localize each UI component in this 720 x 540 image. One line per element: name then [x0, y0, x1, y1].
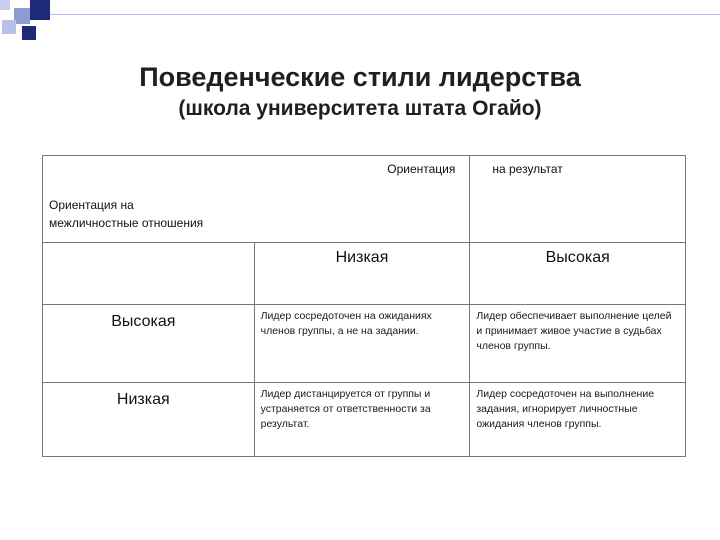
deco-square: [22, 26, 36, 40]
cell-text: Лидер обеспечивает выполнение целей и принимает живое участие в судьбах членов группы.: [476, 310, 672, 352]
row-high-label: Высокая: [111, 313, 176, 330]
cell-text: Лидер дистанцируется от группы и устраняется от ответственности за результат.: [260, 388, 431, 430]
orientation-header-cell: [43, 156, 470, 243]
decorative-squares: [0, 0, 720, 60]
table-row: [43, 243, 686, 305]
row-header-low: [43, 383, 255, 457]
matrix-cell: [470, 383, 686, 457]
deco-square: [30, 0, 50, 20]
leadership-styles-matrix: [42, 155, 686, 457]
page-title: Поведенческие стили лидерства: [139, 62, 581, 92]
relations-orientation-line1: Ориентация на: [49, 198, 134, 212]
matrix-cell: [470, 305, 686, 383]
column-high-label: Высокая: [545, 249, 610, 266]
empty-corner-cell: [43, 243, 255, 305]
relations-orientation-line2: межличностные отношения: [49, 216, 204, 230]
deco-square: [0, 0, 10, 10]
orientation-header-cell-right: [470, 156, 686, 243]
deco-square: [2, 20, 16, 34]
table-row: [43, 383, 686, 457]
result-orientation-label-part2: на результат: [492, 162, 563, 176]
row-low-label: Низкая: [116, 391, 170, 408]
relations-orientation-label: [49, 196, 289, 232]
matrix-cell: [254, 383, 470, 457]
table-row: [43, 156, 686, 243]
cell-text: Лидер сосредоточен на выполнение задания, игнорирует личностные ожидания членов группы.: [476, 388, 655, 430]
column-header-high: [470, 243, 686, 305]
table-row: [43, 305, 686, 383]
result-orientation-label-part1: Ориентация: [387, 162, 456, 176]
deco-square: [14, 8, 30, 24]
page-subtitle: (школа университета штата Огайо): [178, 97, 542, 120]
column-low-label: Низкая: [335, 249, 389, 266]
cell-text: Лидер сосредоточен на ожиданиях членов группы, а не на задании.: [260, 310, 432, 337]
column-header-low: [254, 243, 470, 305]
row-header-high: [43, 305, 255, 383]
deco-line: [50, 14, 720, 15]
matrix-cell: [254, 305, 470, 383]
